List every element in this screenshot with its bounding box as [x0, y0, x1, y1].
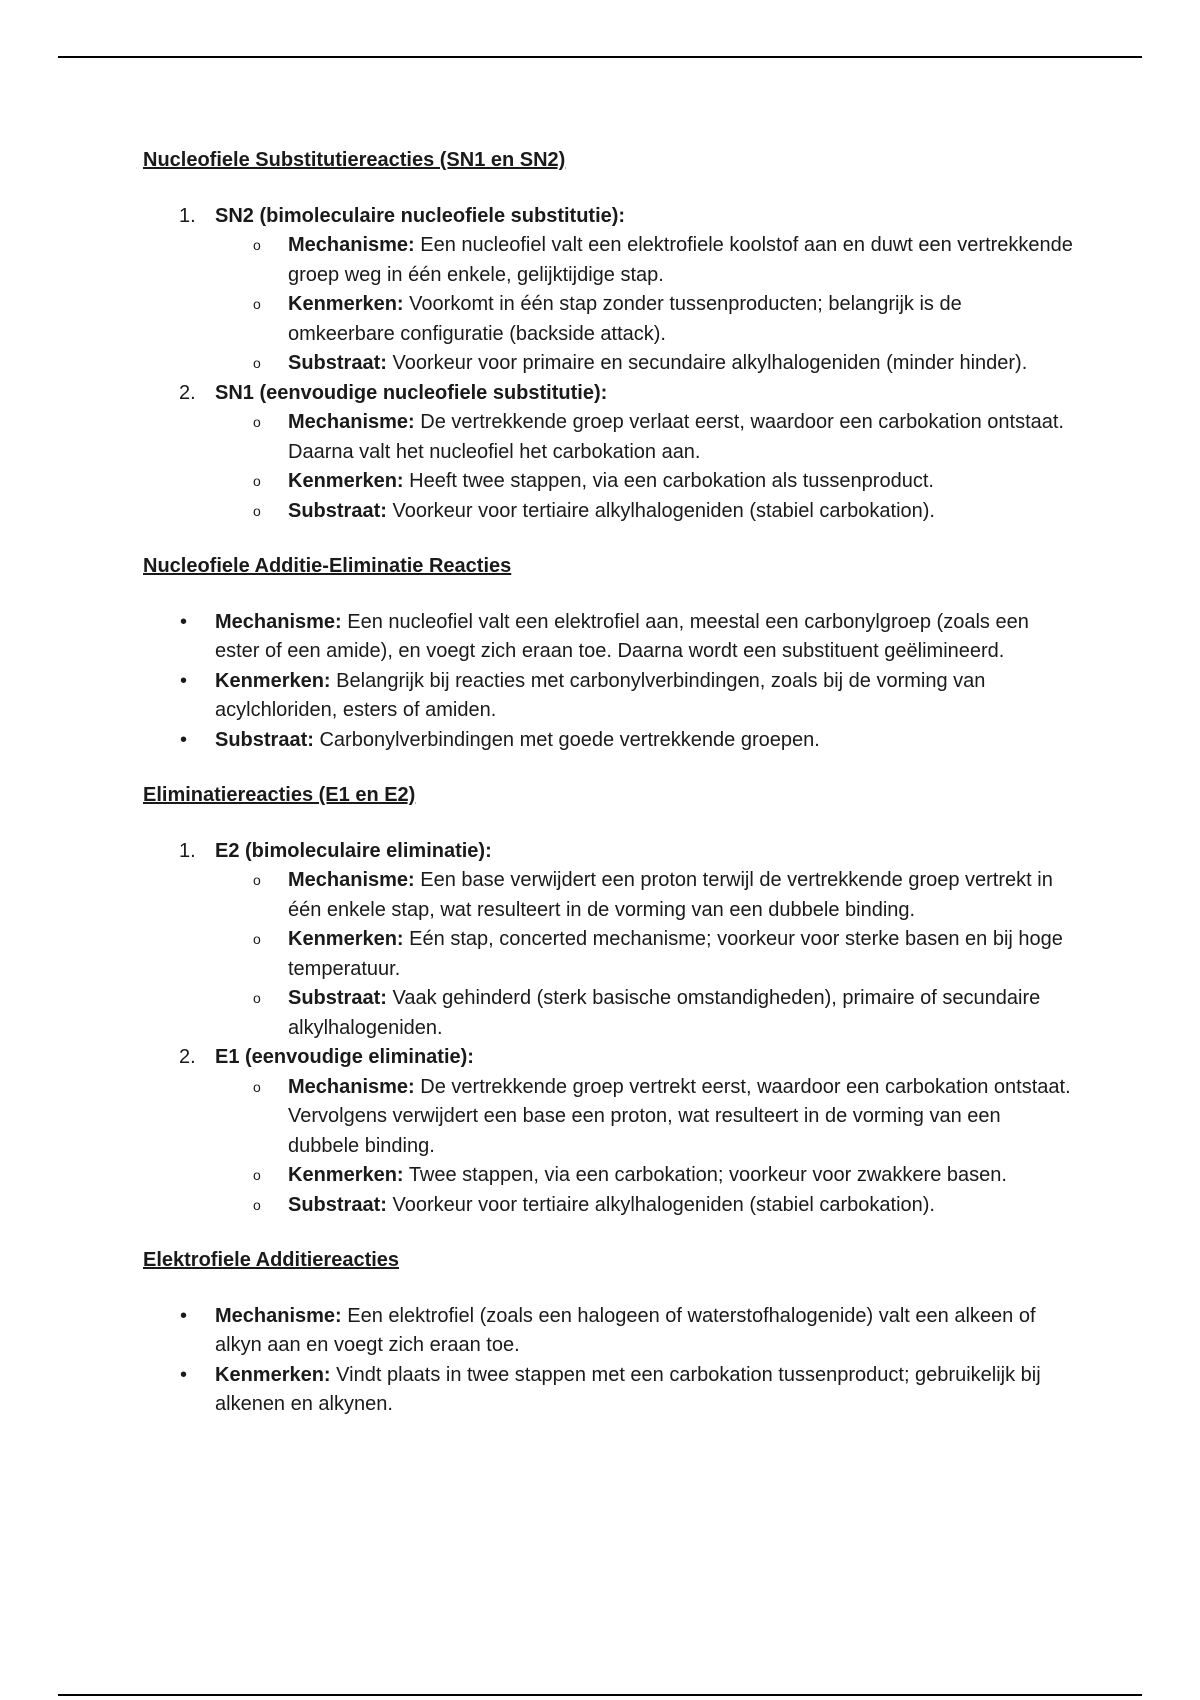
item-title: SN2 (bimoleculaire nucleofiele substitutie): — [215, 204, 626, 227]
sub-item-label: Mechanisme: — [288, 411, 415, 433]
sub-item-label: Kenmerken: — [288, 1164, 404, 1186]
sub-list — [215, 408, 1073, 526]
item-title: E1 (eenvoudige eliminatie): — [215, 1046, 474, 1068]
item-number: 2. — [179, 1046, 196, 1068]
circle-bullet-icon: o — [253, 872, 261, 888]
bullet-label: Mechanisme: — [215, 610, 342, 633]
sub-item — [215, 408, 1073, 467]
sub-item — [215, 925, 1073, 984]
numbered-list — [143, 202, 1073, 527]
sub-item — [215, 497, 1073, 527]
list-item — [143, 1043, 1073, 1220]
sub-item — [215, 984, 1073, 1043]
sub-item — [215, 1191, 1073, 1221]
section-heading: Nucleofiele Substitutiereacties (SN1 en SN2) — [143, 149, 566, 171]
list-item — [143, 837, 1073, 1044]
sub-item-text: Voorkeur voor tertiaire alkylhalogeniden (stabiel carbokation). — [392, 499, 935, 522]
sub-item-label: Substraat: — [288, 987, 387, 1009]
circle-bullet-icon: o — [253, 990, 261, 1006]
list-item — [143, 202, 1073, 379]
bullet-item — [143, 726, 1073, 756]
circle-bullet-icon: o — [253, 237, 261, 253]
sub-list — [215, 866, 1073, 1043]
item-number: 1. — [179, 204, 196, 227]
sub-item — [215, 1161, 1073, 1191]
bullet-text: Een nucleofiel valt een elektrofiel aan, meestal een carbonylgroep (zoals een ester of een amide), en voegt zich eraan toe. Daarna wordt een substituent geëlimineerd. — [215, 610, 1029, 662]
sub-item — [215, 231, 1073, 290]
section-heading: Eliminatiereacties (E1 en E2) — [143, 784, 416, 806]
sub-item-text: De vertrekkende groep vertrekt eerst, waardoor een carbokation ontstaat. Vervolgens verwijdert een base een proton, wat resulteert in de vorming van een dubbele binding. — [288, 1075, 1071, 1157]
sub-item — [215, 290, 1073, 349]
sub-item-label: Substraat: — [288, 352, 387, 374]
circle-bullet-icon: o — [253, 1167, 261, 1183]
bullet-item — [143, 608, 1073, 667]
bullet-label: Substraat: — [215, 728, 314, 751]
bullet-dot-icon: • — [180, 669, 188, 692]
section-additie-eliminatie — [143, 552, 1073, 755]
section-elektrofiele-additie — [143, 1246, 1073, 1420]
bottom-rule — [58, 1694, 1142, 1696]
sub-item-label: Kenmerken: — [288, 293, 404, 315]
sub-list — [215, 231, 1073, 379]
document-body — [143, 146, 1073, 1446]
section-heading: Elektrofiele Additiereacties — [143, 1249, 400, 1271]
sub-item-label: Substraat: — [288, 499, 387, 522]
circle-bullet-icon: o — [253, 502, 261, 519]
sub-item-label: Kenmerken: — [288, 470, 404, 492]
bullet-item — [143, 1361, 1073, 1420]
sub-item-text: Eén stap, concerted mechanisme; voorkeur voor sterke basen en bij hoge temperatuur. — [288, 928, 1063, 980]
bullet-label: Kenmerken: — [215, 669, 331, 692]
bullet-item — [143, 1302, 1073, 1361]
bullet-dot-icon: • — [180, 610, 188, 633]
numbered-list — [143, 837, 1073, 1221]
sub-item — [215, 1073, 1073, 1162]
sub-item-text: Voorkeur voor primaire en secundaire alkylhalogeniden (minder hinder). — [392, 352, 1028, 374]
circle-bullet-icon: o — [253, 414, 261, 430]
sub-item-text: Voorkeur voor tertiaire alkylhalogeniden (stabiel carbokation). — [392, 1193, 935, 1216]
sub-item-text: De vertrekkende groep verlaat eerst, waardoor een carbokation ontstaat. Daarna valt het nucleofiel het carbokation aan. — [288, 411, 1064, 463]
sub-item-label: Mechanisme: — [288, 234, 415, 256]
circle-bullet-icon: o — [253, 931, 261, 947]
bullet-text: Carbonylverbindingen met goede vertrekkende groepen. — [319, 728, 820, 751]
bullet-item — [143, 667, 1073, 726]
sub-item-text: Een nucleofiel valt een elektrofiele koolstof aan en duwt een vertrekkende groep weg in één enkele, gelijktijdige stap. — [288, 234, 1073, 286]
section-eliminatiereacties — [143, 781, 1073, 1220]
sub-item-text: Voorkomt in één stap zonder tussenproducten; belangrijk is de omkeerbare configuratie (backside attack). — [288, 293, 962, 345]
sub-item-text: Heeft twee stappen, via een carbokation als tussenproduct. — [409, 470, 934, 492]
circle-bullet-icon: o — [253, 473, 261, 489]
circle-bullet-icon: o — [253, 355, 261, 371]
item-number: 1. — [179, 839, 196, 862]
sub-item-label: Mechanisme: — [288, 869, 415, 891]
circle-bullet-icon: o — [253, 1078, 261, 1095]
circle-bullet-icon: o — [253, 1196, 261, 1213]
sub-item-text: Een base verwijdert een proton terwijl de vertrekkende groep vertrekt in één enkele stap, wat resulteert in de vorming van een dubbele binding. — [288, 869, 1053, 921]
bullet-dot-icon: • — [180, 728, 188, 751]
item-title: E2 (bimoleculaire eliminatie): — [215, 839, 492, 862]
sub-item-label: Substraat: — [288, 1193, 387, 1216]
section-nucleofiele-substitutie — [143, 146, 1073, 526]
item-number: 2. — [179, 381, 196, 404]
top-rule — [58, 56, 1142, 58]
circle-bullet-icon: o — [253, 296, 261, 312]
sub-item — [215, 467, 1073, 497]
sub-item — [215, 866, 1073, 925]
bullet-label: Kenmerken: — [215, 1363, 331, 1386]
bullet-dot-icon: • — [180, 1363, 188, 1386]
sub-list — [215, 1073, 1073, 1221]
bullet-label: Mechanisme: — [215, 1304, 342, 1327]
bullet-list — [143, 608, 1073, 756]
list-item — [143, 379, 1073, 527]
sub-item-text: Twee stappen, via een carbokation; voorkeur voor zwakkere basen. — [408, 1164, 1007, 1186]
sub-item-label: Mechanisme: — [288, 1075, 415, 1098]
section-heading: Nucleofiele Additie-Eliminatie Reacties — [143, 555, 512, 577]
sub-item-label: Kenmerken: — [288, 928, 404, 950]
bullet-text: Vindt plaats in twee stappen met een carbokation tussenproduct; gebruikelijk bij alkenen en alkynen. — [215, 1363, 1041, 1415]
bullet-dot-icon: • — [180, 1304, 188, 1327]
bullet-list — [143, 1302, 1073, 1420]
bullet-text: Een elektrofiel (zoals een halogeen of waterstofhalogenide) valt een alkeen of alkyn aan en voegt zich eraan toe. — [215, 1304, 1036, 1356]
bullet-text: Belangrijk bij reacties met carbonylverbindingen, zoals bij de vorming van acylchloriden, esters of amiden. — [215, 669, 986, 721]
sub-item — [215, 349, 1073, 379]
item-title: SN1 (eenvoudige nucleofiele substitutie): — [215, 381, 608, 404]
sub-item-text: Vaak gehinderd (sterk basische omstandigheden), primaire of secundaire alkylhalogeniden. — [288, 987, 1041, 1039]
